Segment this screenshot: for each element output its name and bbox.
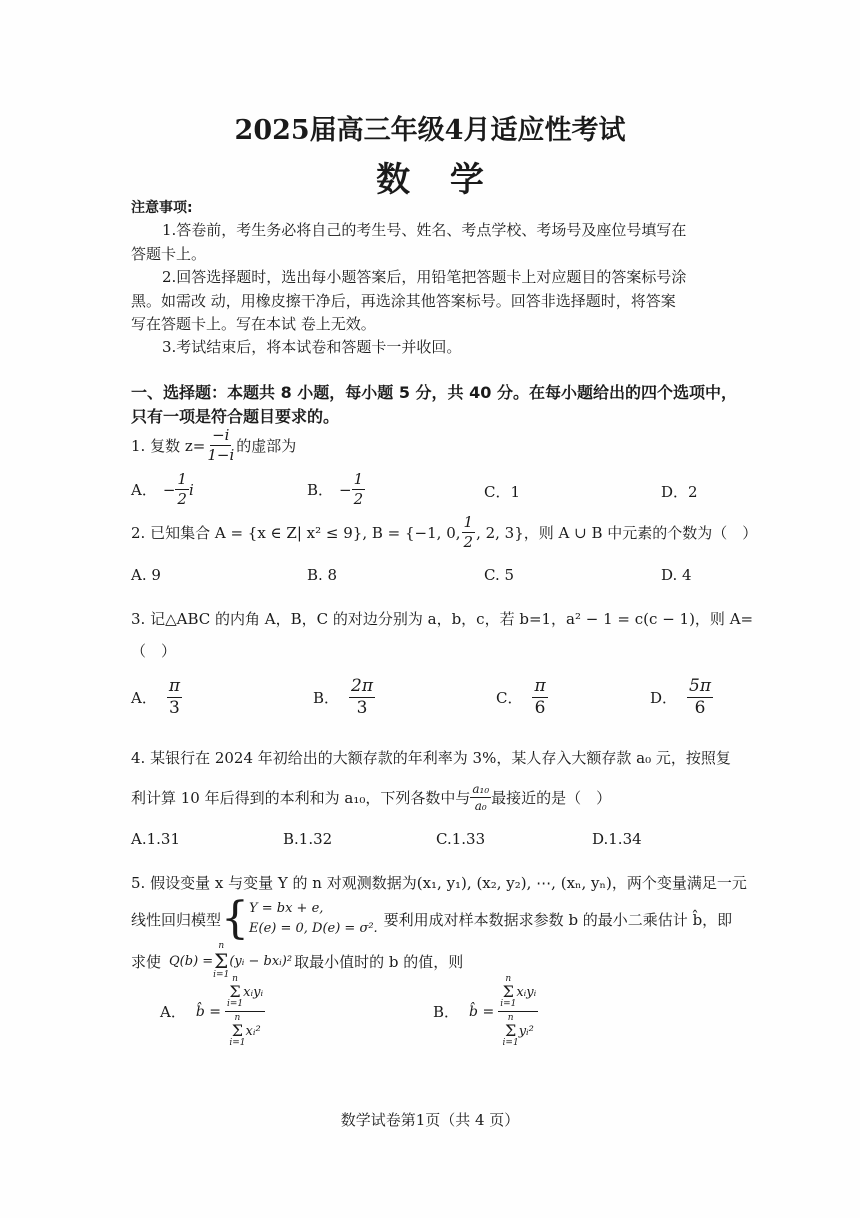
q3-option-c-den: 6: [534, 698, 546, 718]
q5-option-b-num: xᵢyᵢ: [516, 984, 537, 1000]
q5-system: [249, 899, 378, 939]
sigma-icon: Σ: [231, 1021, 244, 1040]
q2-option-d: D. 4: [661, 566, 692, 584]
q2-denominator: 2: [463, 533, 474, 551]
q5-option-b-lhs: b̂ =: [469, 1003, 495, 1020]
q5-option-b-den: yᵢ²: [518, 1023, 534, 1039]
q5-text-d: 取最小值时的 b 的值，则: [294, 952, 464, 971]
q1-option-b-minus: −: [339, 480, 352, 499]
notice-line-3: 2.回答选择题时，选出每小题答案后，用铅笔把答题卡上对应题目的答案标号涂: [162, 268, 687, 286]
q3-option-d-den: 6: [694, 698, 706, 718]
notice-line-5: 写在答题卡上。写在本试 卷上无效。: [131, 315, 376, 333]
q1-option-b-den: 2: [353, 490, 364, 508]
q5-system-eq-1: Y = bx + e,: [249, 901, 324, 916]
q5-option-a-den-sum: [229, 1014, 245, 1048]
q3-option-b-fraction: [349, 678, 375, 717]
q5-option-b-num-bottom: i=1: [500, 999, 517, 1009]
q2-numerator: 1: [463, 513, 474, 531]
q5-option-b: [433, 975, 538, 1048]
q4-option-b: B.1.32: [283, 830, 333, 848]
subject-title: 数 学: [376, 160, 498, 200]
q1-numerator: −i: [212, 426, 230, 444]
q5-option-a-den-bottom: i=1: [229, 1038, 246, 1048]
q5-system-brace: {: [221, 893, 250, 944]
question-2: [131, 515, 757, 550]
q5-text-b: 要利用成对样本数据求参数 b 的最小二乘估计 b̂，即: [383, 910, 733, 929]
sigma-icon: Σ: [504, 1021, 517, 1040]
q5-option-a-fraction: [225, 975, 265, 1048]
q4-option-c: C.1.33: [436, 830, 486, 848]
q5-q-body: (yᵢ − bxᵢ)²: [229, 953, 293, 969]
q1-denominator: 1−i: [207, 446, 235, 464]
q3-option-d-label: D．: [650, 689, 678, 707]
q3-option-a-label: A．: [131, 689, 157, 707]
q1-fraction: [205, 428, 236, 463]
sigma-icon: Σ: [502, 982, 514, 1001]
q1-option-a-num: 1: [177, 470, 187, 488]
q5-option-a-num: xᵢyᵢ: [243, 984, 264, 1000]
q5-option-a-den: xᵢ²: [245, 1023, 261, 1039]
q3-option-c-label: C．: [496, 689, 523, 707]
q3-option-b-den: 3: [356, 698, 368, 718]
notice-line-6: 3.考试结束后，将本试卷和答题卡一并收回。: [162, 338, 462, 356]
q3-option-a: [131, 678, 182, 717]
q4-numerator: a₁₀: [472, 782, 490, 796]
q5-option-b-den-sum: [503, 1014, 519, 1048]
q1-option-b-num: 1: [353, 470, 364, 488]
q4-denominator: a₀: [474, 799, 487, 813]
sigma-icon: Σ: [214, 949, 229, 973]
q5-option-b-label: B．: [433, 1003, 460, 1021]
q1-option-b-fraction: [352, 472, 366, 507]
notice-line-1: 1.答卷前，考生务必将自己的考生号、姓名、考点学校、考场号及座位号填写在: [162, 221, 687, 239]
q1-option-a-fraction: [175, 472, 189, 507]
question-4-line-2: [131, 783, 611, 812]
page-footer: 数学试卷第1页（共 4 页）: [340, 1111, 520, 1129]
question-5-line-1: 5. 假设变量 x 与变量 Y 的 n 对观测数据为(x₁, y₁), (x₂, y₂), ⋯, (xₙ, yₙ)，两个变量满足一元: [131, 874, 747, 892]
q4-fraction: [470, 783, 491, 812]
q3-option-c-fraction: [532, 678, 547, 717]
q3-option-b-num: 2π: [351, 676, 374, 696]
q3-option-b-label: B．: [313, 689, 340, 707]
q5-text-a: 线性回归模型: [131, 910, 222, 929]
q5-sum-top: n: [218, 941, 225, 951]
q1-prefix: 1. 复数 z=: [131, 437, 206, 455]
q4-text-b: 最接近的是（ ）: [491, 789, 612, 807]
q5-option-b-den-bottom: i=1: [502, 1038, 519, 1048]
q5-option-a-label: A．: [160, 1003, 186, 1021]
q5-option-b-fraction: [498, 975, 538, 1048]
q5-text-c: 求使: [131, 952, 162, 971]
sigma-icon: Σ: [229, 982, 241, 1001]
q1-suffix: 的虚部为: [236, 437, 297, 455]
q5-system-eq-2: E(e) = 0, D(e) = σ².: [249, 921, 378, 936]
q5-option-b-num-top: n: [505, 974, 512, 984]
notice-line-4: 黑。如需改 动，用橡皮擦干净后，再选涂其他答案标号。回答非选择题时，将答案: [131, 292, 676, 310]
question-5-line-2: [131, 893, 733, 944]
q5-option-a-den-top: n: [234, 1013, 241, 1023]
q3-option-d: [650, 678, 713, 717]
q2-text-2: , 2, 3}，则 A ∪ B 中元素的个数为（ ）: [476, 524, 758, 542]
question-1: [131, 428, 296, 463]
q1-option-b-label: B．: [307, 481, 334, 499]
q1-option-a-minus: −: [162, 480, 176, 499]
q1-option-c: C．1: [484, 483, 521, 501]
q5-q-lhs: Q(b) =: [169, 953, 214, 969]
q1-option-a-den: 2: [177, 490, 187, 508]
q2-fraction: [462, 515, 476, 550]
q1-option-a-label: A．: [131, 481, 157, 499]
q1-option-a-i: i: [188, 480, 194, 499]
q3-option-a-num: π: [168, 676, 181, 696]
question-3: 3. 记△ABC 的内角 A，B，C 的对边分别为 a，b，c，若 b=1，a² − 1 = c(c − 1)，则 A=: [131, 610, 754, 628]
q5-sum-bottom: i=1: [213, 970, 230, 980]
q5-option-b-den-top: n: [507, 1013, 514, 1023]
q4-option-d: D.1.34: [592, 830, 642, 848]
q2-option-b: B. 8: [307, 566, 338, 584]
q3-option-c: [496, 678, 548, 717]
q5-option-a-lhs: b̂ =: [195, 1003, 221, 1020]
q3-option-b: [313, 678, 375, 717]
section-heading-line-1: 一、选择题：本题共 8 小题，每小题 5 分，共 40 分。在每小题给出的四个选项中，: [131, 383, 737, 402]
q4-text-a: 利计算 10 年后得到的本利和为 a₁₀，下列各数中与: [131, 789, 471, 807]
q1-option-a: [131, 472, 194, 507]
q5-option-a-num-top: n: [232, 974, 238, 984]
notice-line-2: 答题卡上。: [131, 245, 207, 263]
exam-title: 2025届高三年级4月适应性考试: [234, 115, 626, 146]
q1-option-d: D．2: [661, 483, 698, 501]
q2-option-a: A. 9: [131, 566, 161, 584]
q5-option-b-num-sum: [500, 975, 516, 1009]
q1-option-b: [307, 472, 365, 507]
q2-text-1: 2. 已知集合 A = {x ∈ Z| x² ≤ 9}, B = {−1, 0,: [131, 524, 461, 542]
question-4-line-1: 4. 某银行在 2024 年初给出的大额存款的年利率为 3%，某人存入大额存款 a₀ 元，按照复: [131, 749, 731, 767]
q3-answer-paren: （ ）: [131, 642, 177, 660]
q5-option-a-num-sum: [227, 975, 243, 1009]
q3-option-d-num: 5π: [689, 676, 712, 696]
q3-option-c-num: π: [534, 676, 546, 696]
q5-option-a: [160, 975, 265, 1048]
q2-option-c: C. 5: [484, 566, 515, 584]
q5-option-a-num-bottom: i=1: [227, 999, 244, 1009]
q3-option-a-fraction: [167, 678, 182, 717]
q3-option-a-den: 3: [169, 698, 180, 718]
notice-heading: 注意事项:: [131, 200, 193, 216]
section-heading-line-2: 只有一项是符合题目要求的。: [131, 407, 340, 426]
q3-option-d-fraction: [687, 678, 713, 717]
q4-option-a: A.1.31: [131, 830, 180, 848]
